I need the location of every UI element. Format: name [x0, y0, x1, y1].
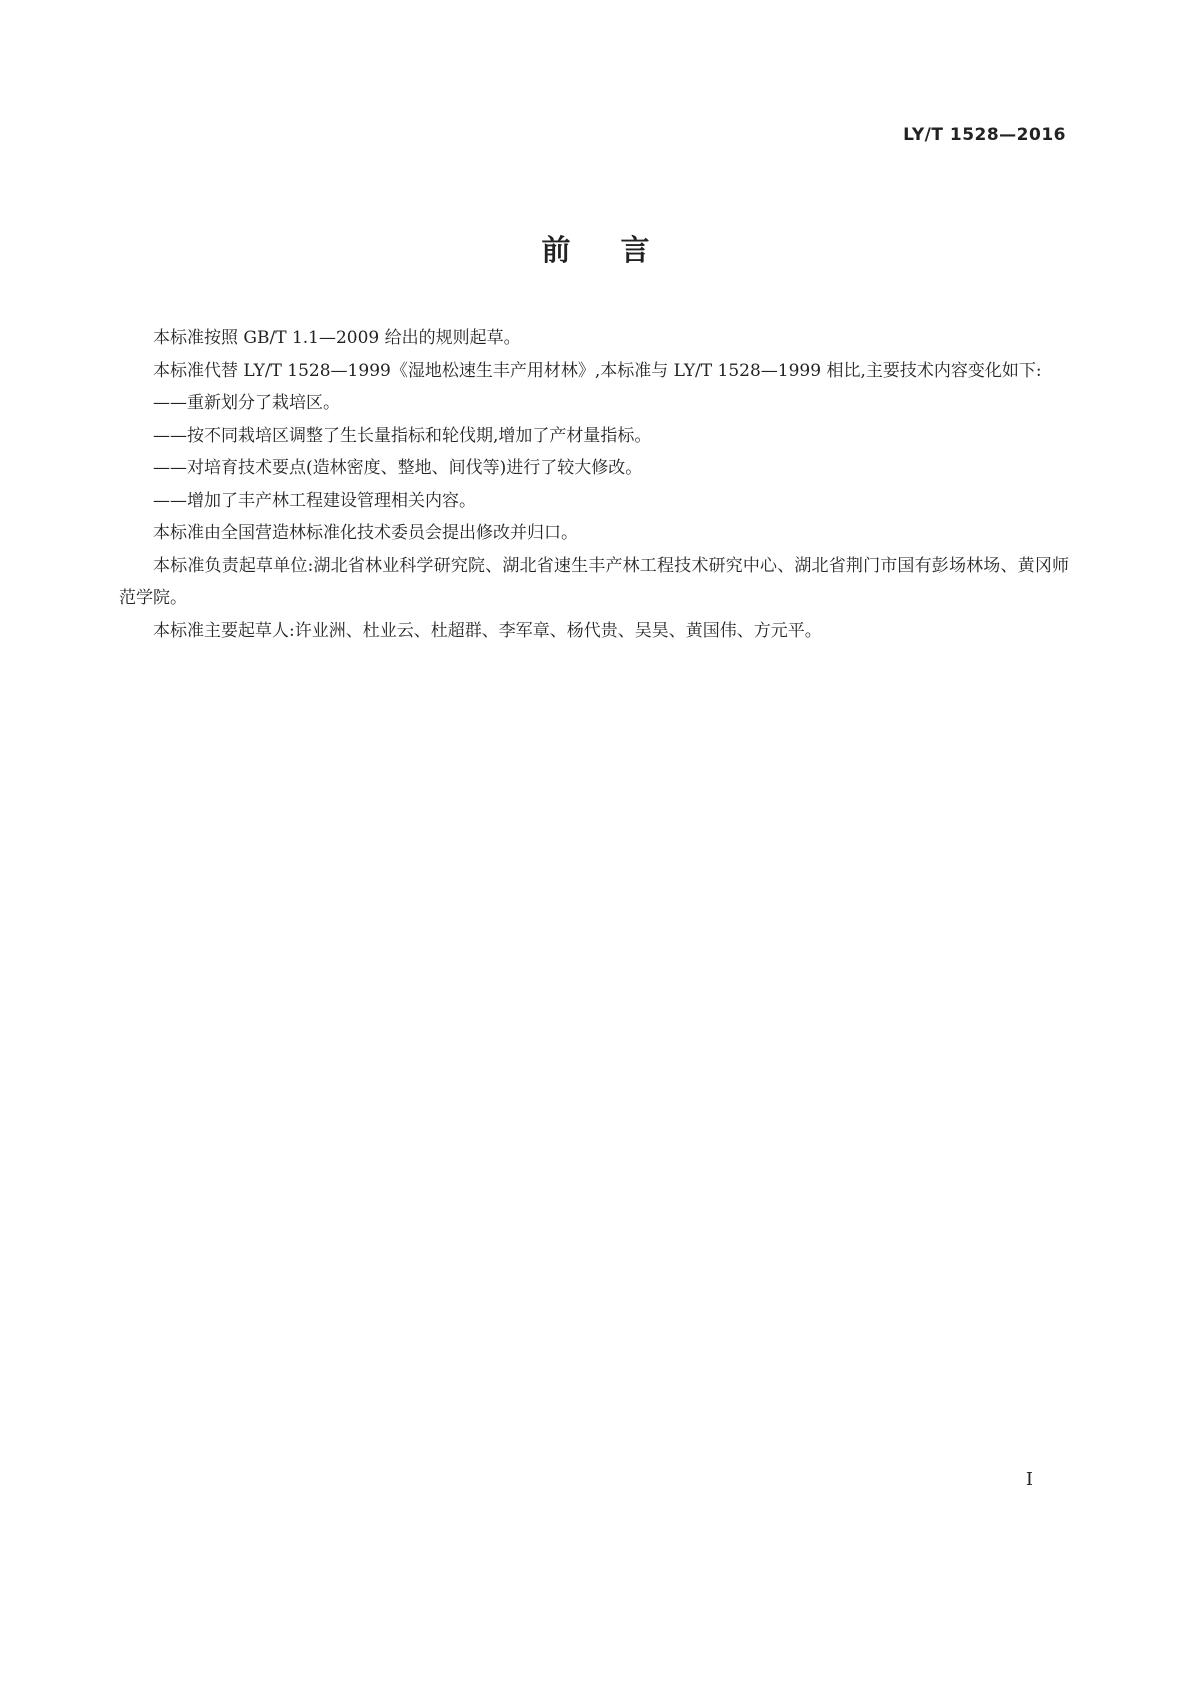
list-item: ——重新划分了栽培区。: [153, 393, 340, 413]
list-item: ——增加了丰产林工程建设管理相关内容。: [153, 490, 476, 511]
paragraph-replacement: 本标准代替 LY/T 1528—1999《湿地松速生丰产用材林》,本标准与 LY/T 1528—1999 相比,主要技术内容变化如下:: [153, 360, 1042, 381]
foreword-body: [119, 322, 1069, 647]
page-number: I: [1025, 1469, 1033, 1490]
paragraph-drafting-rules: 本标准按照 GB/T 1.1—2009 给出的规则起草。: [153, 328, 521, 348]
paragraph-proposer: 本标准由全国营造林标准化技术委员会提出修改并归口。: [153, 523, 578, 543]
paragraph-drafters: 本标准主要起草人:许业洲、杜业云、杜超群、李军章、杨代贵、吴昊、黄国伟、方元平。: [153, 620, 822, 641]
page-title: 前言: [541, 233, 700, 267]
list-item: ——对培育技术要点(造林密度、整地、间伐等)进行了较大修改。: [153, 458, 643, 478]
paragraph-drafting-units: 本标准负责起草单位:湖北省林业科学研究院、湖北省速生丰产林工程技术研究中心、湖北省荆门市国有彭场林场、黄冈师范学院。: [119, 555, 1069, 608]
list-item: ——按不同栽培区调整了生长量指标和轮伐期,增加了产材量指标。: [153, 425, 652, 446]
standard-code: LY/T 1528—2016: [903, 125, 1066, 145]
